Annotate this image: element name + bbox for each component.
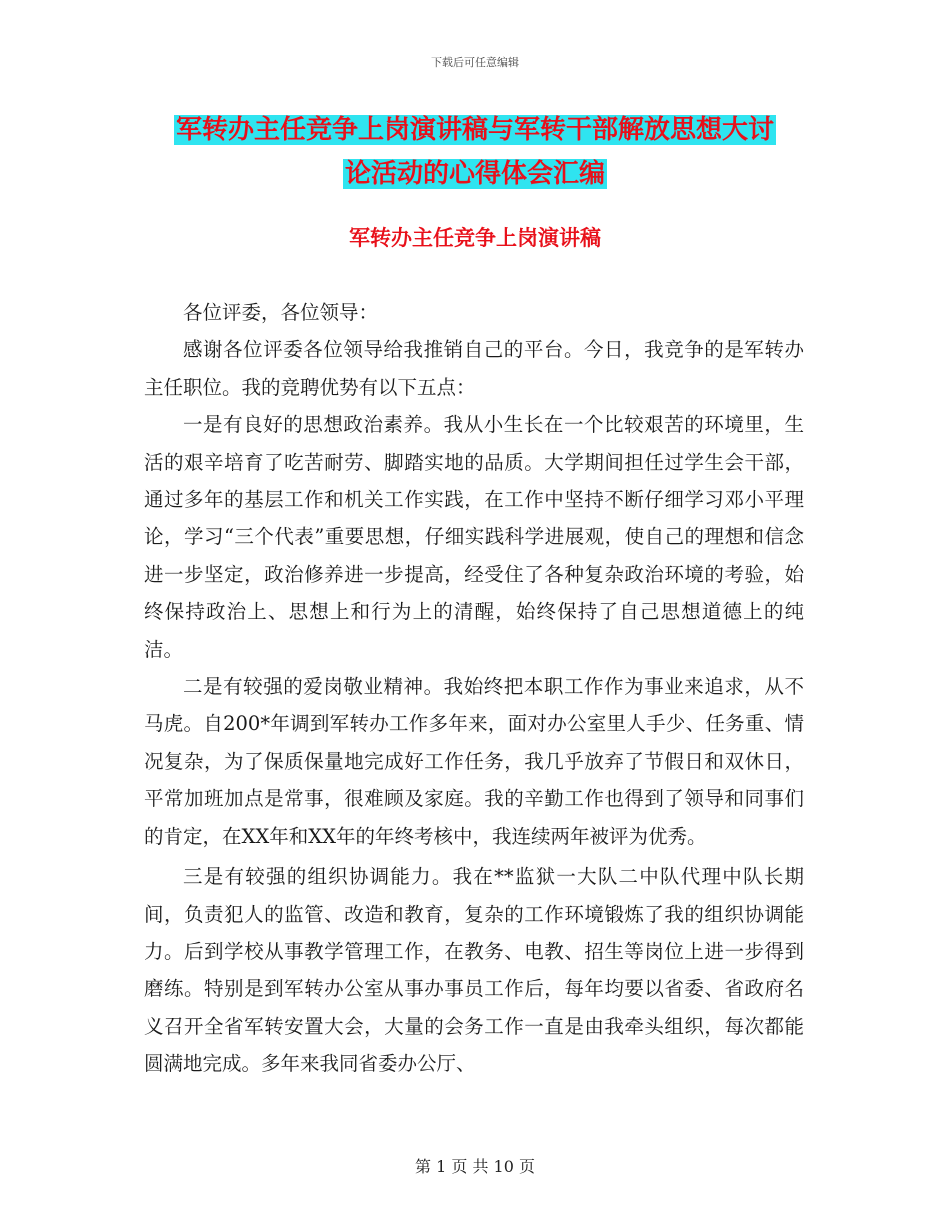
paragraph-point-two: 二是有较强的爱岗敬业精神。我始终把本职工作作为事业来追求，从不马虎。自200*年调到军转办工作多年来，面对办公室里人手少、任务重、情况复杂，为了保质保量地完成好工作任务，我几乎放弃了节假日和双休日，平常加班加点是常事，很难顾及家庭。我的辛勤工作也得到了领导和同事们的肯定，在XX年和XX年的年终考核中，我连续两年被评为优秀。 — [144, 675, 804, 848]
page-number: 第 1 页 共 10 页 — [415, 1157, 535, 1176]
document-title — [140, 108, 810, 196]
paragraph-point-three: 三是有较强的组织协调能力。我在**监狱一大队二中队代理中队长期间，负责犯人的监管、改造和教育，复杂的工作环境锻炼了我的组织协调能力。后到学校从事教学管理工作，在教务、电教、招生等岗位上进一步得到磨练。特别是到军转办公室从事办事员工作后，每年均要以省委、省政府名义召开全省军转安置大会，大量的会务工作一直是由我牵头组织，每次都能圆满地完成。多年来我同省委办公厅、 — [144, 865, 804, 1076]
header-note: 下载后可任意编辑 — [431, 56, 519, 69]
paragraph-salutation: 各位评委，各位领导： — [183, 301, 379, 324]
paragraph-point-one: 一是有良好的思想政治素养。我从小生长在一个比较艰苦的环境里，生活的艰辛培育了吃苦耐劳、脚踏实地的品质。大学期间担任过学生会干部，通过多年的基层工作和机关工作实践，在工作中坚持不断仔细学习邓小平理论，学习“三个代表”重要思想，仔细实践科学进展观，使自己的理想和信念进一步坚定，政治修养进一步提高，经受住了各种复杂政治环境的考验，始终保持政治上、思想上和行为上的清醒，始终保持了自己思想道德上的纯洁。 — [144, 413, 804, 661]
section-title: 军转办主任竞争上岗演讲稿 — [349, 226, 601, 250]
document-body — [144, 294, 804, 1083]
paragraph-intro: 感谢各位评委各位领导给我推销自己的平台。今日，我竞争的是军转办主任职位。我的竞聘优势有以下五点： — [144, 338, 804, 399]
document-title-line2: 论活动的心得体会汇编 — [344, 159, 605, 189]
document-title-line1: 军转办主任竞争上岗演讲稿与军转干部解放思想大讨 — [175, 115, 774, 145]
